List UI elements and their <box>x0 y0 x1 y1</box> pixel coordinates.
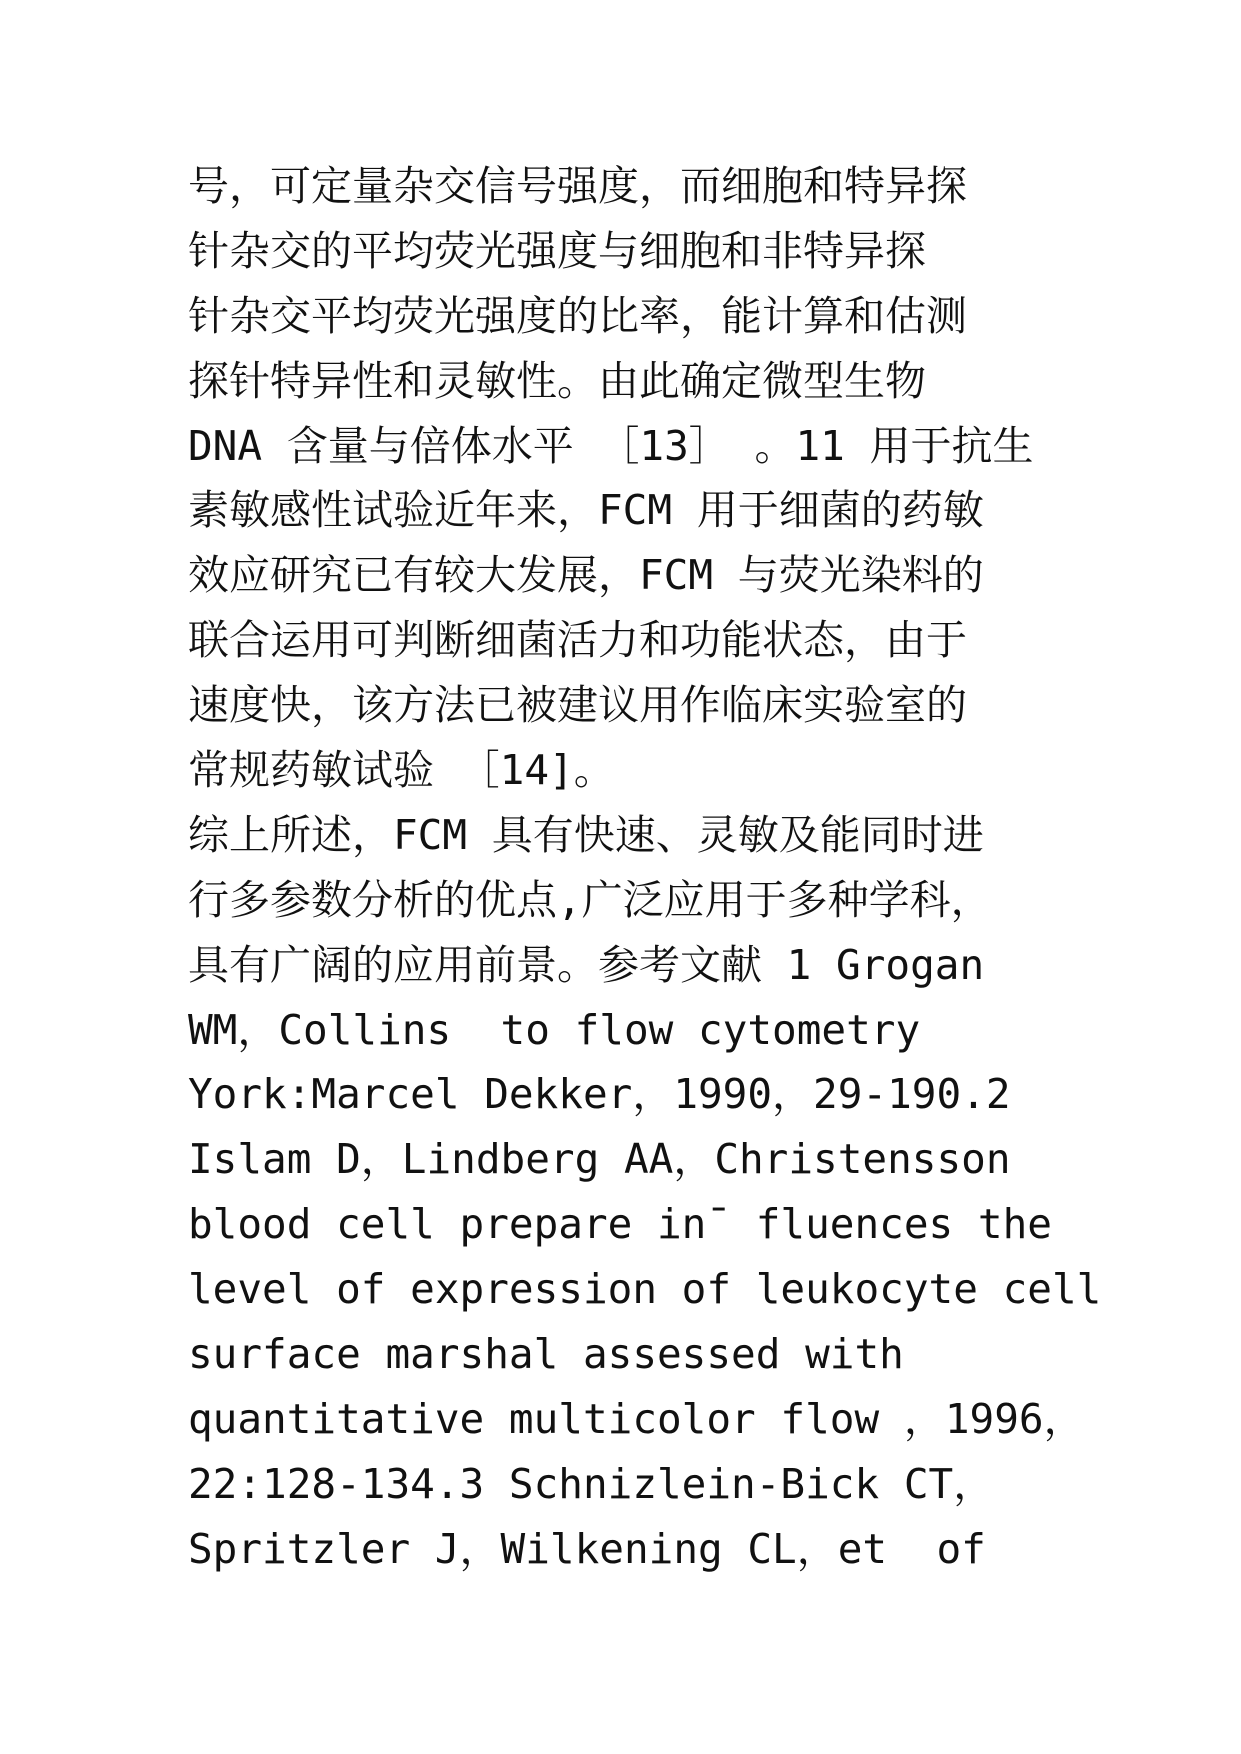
text-line: Islam D，Lindberg AA，Christensson <box>188 1135 1011 1184</box>
text-line: quantitative multicolor flow ，1996， <box>188 1394 1085 1443</box>
text-line: 行多参数分析的优点,广泛应用于多种学科， <box>188 875 992 924</box>
text-line: surface marshal assessed with <box>188 1330 904 1379</box>
text-line: 针杂交的平均荧光强度与细胞和非特异探 <box>188 226 926 275</box>
text-line: 针杂交平均荧光强度的比率，能计算和估测 <box>188 291 967 340</box>
text-line: 探针特异性和灵敏性。由此确定微型生物 <box>188 356 926 405</box>
text-line: level of expression of leukocyte cell <box>188 1265 1102 1314</box>
text-line: 号，可定量杂交信号强度，而细胞和特异探 <box>188 162 967 210</box>
text-line: 常规药敏试验 ［14]。 <box>188 746 615 795</box>
text-line: 综上所述，FCM 具有快速、灵敏及能同时进 <box>188 810 984 859</box>
text-line: 速度快，该方法已被建议用作临床实验室的 <box>188 681 967 730</box>
text-line: 具有广阔的应用前景。参考文献 1 Grogan <box>188 940 985 989</box>
text-line: 素敏感性试验近年来，FCM 用于细菌的药敏 <box>188 486 984 535</box>
text-line: WM，Collins to flow cytometry <box>188 1005 921 1054</box>
text-line: blood cell prepare in¯ fluences the <box>188 1200 1052 1249</box>
text-line: Spritzler J，Wilkening CL，et of <box>188 1524 986 1573</box>
text-line: 联合运用可判断细菌活力和功能状态，由于 <box>188 616 967 665</box>
text-line: DNA 含量与倍体水平 ［13］ 。11 用于抗生 <box>188 421 1034 470</box>
text-line: 22:128-134.3 Schnizlein-Bick CT， <box>188 1459 995 1508</box>
text-line: York:Marcel Dekker，1990，29-190.2 <box>188 1070 1011 1119</box>
body-text <box>188 154 1102 1582</box>
text-line: 效应研究已有较大发展，FCM 与荧光染料的 <box>188 551 984 600</box>
